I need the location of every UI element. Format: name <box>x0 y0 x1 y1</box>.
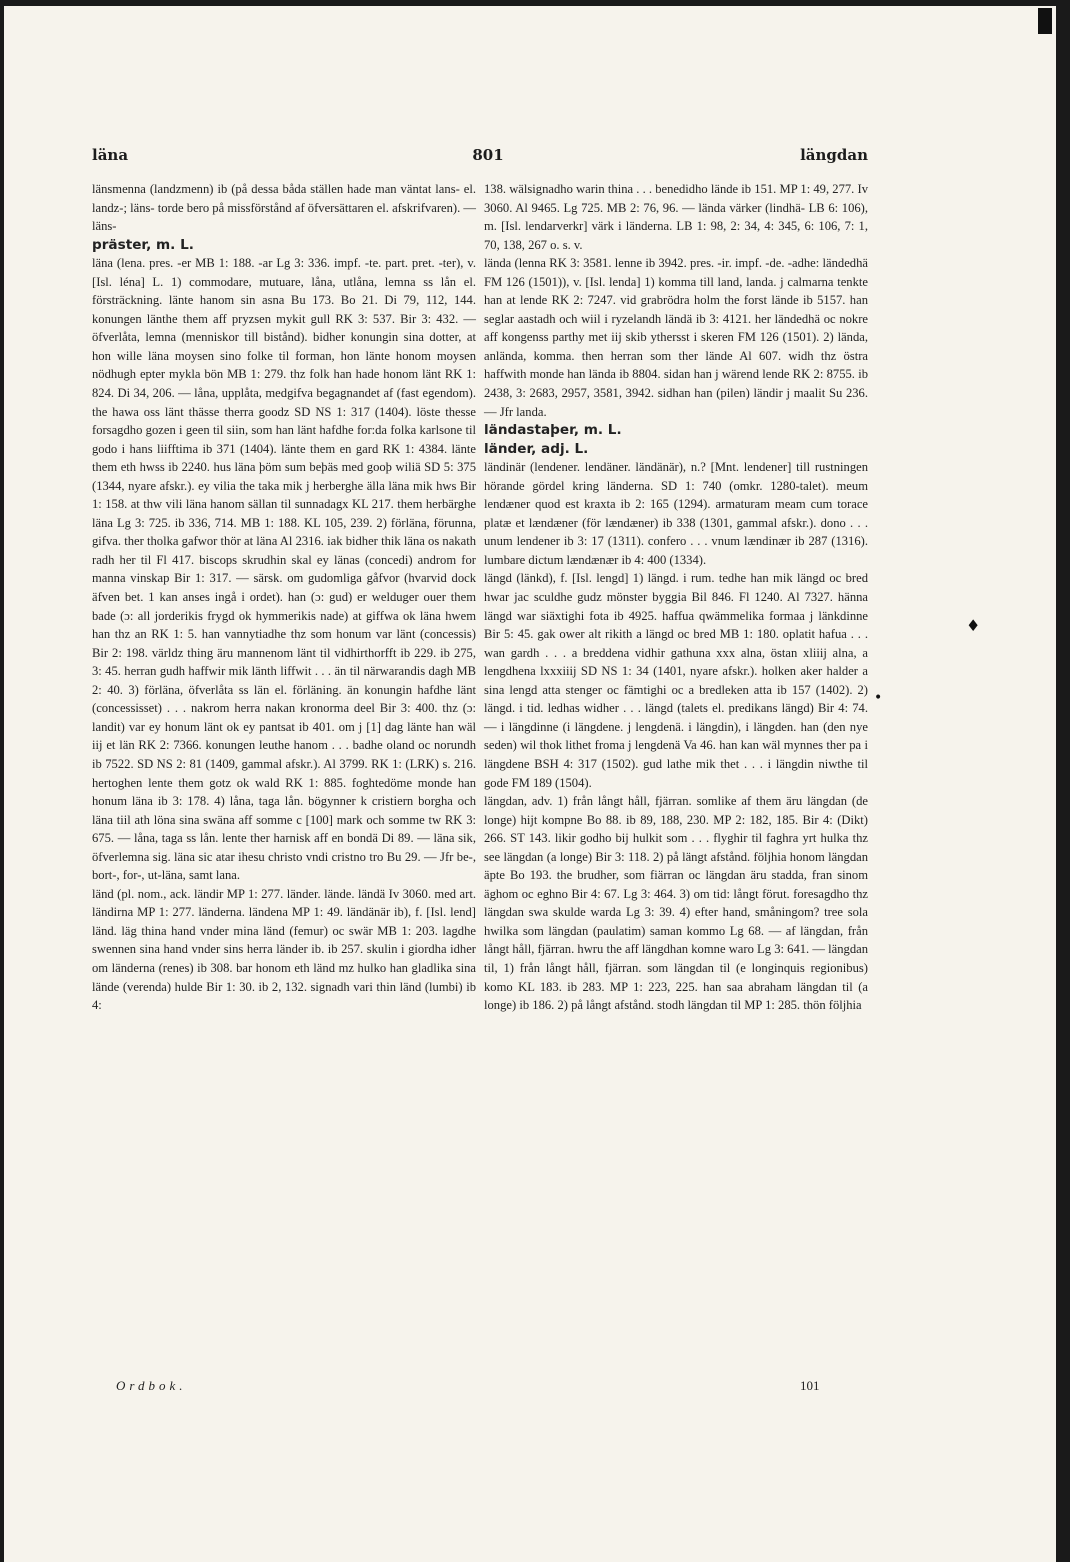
running-header <box>92 146 868 170</box>
left-column <box>92 180 476 1015</box>
entry-paragraph: länd (pl. nom., ack. ländir MP 1: 277. länder. lände. ländä Iv 3060. med art. ländirna MP 1: 277. länderna. ländena MP 1: 49. ländänär ib), f. [Isl. lend] länd. läg thina hand vnder mina länd (femur) oc swär MB 1: 203. lagdhe swennen sina hand vnder sins herra länder ib. ib 257. skulin i giordha idher om länderna (renes) ib 308. bar honom eth länd mz hulko han gladlika sina lände (verenda) hulde Bir 1: 30. ib 2, 132. signadh vari thin länd (lumbi) ib 4: <box>92 886 476 1013</box>
entry-paragraph: ländastaþer, m. L. <box>484 422 622 439</box>
sheet-number: 101 <box>800 1378 820 1393</box>
page-number: 801 <box>472 146 504 164</box>
right-column <box>484 180 868 1015</box>
entry-paragraph: längd (länkd), f. [Isl. lengd] 1) längd. i rum. tedhe han mik längd oc bred hwar jac sculdhe gudz mönster byggia Bil 846. Fl 1240. Al 7327. hänna längd war siäxtighi fota ib 4925. haffua qwämmelika formaa j länkdinne Bir 5: 45. gak ower alt rikith a längd oc bred MB 1: 180. oplatit hafua . . . wan gardh . . . a breddena vidhir gathuna xxx alna, östan xliiij alna, a lengdhena lxxxiiij SD NS 1: 34 (1401, nyare afskr.). holken aker halder a sina lengd atta stenger oc fämtighi oc a bredleken atta ib 157 (1402). 2) längd. i tid. ledhas widher . . . längd (talets el. predikans längd) Bir 4: 74. — i längdinne (i längdene. j lengdenä. i längdin), i längden. han (den nye seden) wil thok lithet froma j lengdenä Va 46. han kan wäl mynnes ther pa i längdene BSH 4: 317 (1502). gud lathe mik thet . . . i längdin niwthe til gode FM 189 (1504). <box>484 571 868 790</box>
margin-dot-icon: • <box>874 690 883 706</box>
header-left-guideword: läna <box>92 146 129 164</box>
entry-paragraph: länsmenna (landzmenn) ib (på dessa båda ställen hade man väntat lans- el. landz-; läns- torde bero på missförstånd af öfversättaren el. afskrifvaren). — läns- <box>92 182 476 234</box>
entry-paragraph: 138. wälsignadho warin thina . . . benedidho lände ib 151. MP 1: 49, 277. Iv 3060. Al 9465. Lg 725. MB 2: 76, 96. — lända värker (lindhä- LB 6: 106), m. [Isl. lendarverkr] värk i länderna. LB 1: 98, 2: 34, 4: 345, 6: 106, 7: 1, 70, 138, 267 o. s. v. <box>484 182 868 252</box>
entry-paragraph: längdan, adv. 1) från långt håll, fjärran. somlike af them äru längdan (de longe) hijt kompne Bo 88. ib 89, 188, 230. MP 2: 182, 185. Bir 4: (Dikt) 266. ST 143. likir godho bij hulkit som . . . flyghir til faghra yrt hulka thz see längdan (a longe) Bir 3: 118. 2) på längt afstånd. följhia honom längdan äpte Bo 193. the brudher, som fiärran oc längdan äru stadda, fran sinom äghom oc eghno Bir 4: 67. Lg 3: 464. 3) om tid: långt förut. foresagdho thz längdan swa skulde warda Lg 3: 39. 4) efter hand, småningom? tree sola hwilka som längdan (paulatim) saman kommo Lg 68. — af längdan, från långt håll, fjärran. hwru the aff längdhan komne waro Lg 3: 641. — längdan til, 1) från långt håll, fjärran. som längdan til (e longinquis regionibus) komo KL 183. ib 283. MP 1: 223, 225. han saa abraham längdan til (a longe) ib 186. 2) på långt afstånd. stodh längdan til MP 1: 285. thön följhia <box>484 794 868 1013</box>
entry-paragraph: lända (lenna RK 3: 3581. lenne ib 3942. pres. -ir. impf. -de. -adhe: ländedhä FM 126 (1501)), v. [Isl. lenda] 1) komma till land, landa. j calmarna tenkte han at lende RK 2: 7247. vid grabrödra holm the forst lände ib 5157. han seglar aastadh och wiil i ryzelandh ländä ib 3: 4121. her ländedhä oc nokre aff kongenss parthy met iij skib ythersst i skeren FM 126 (1501). 2) ländа, anlända, komma. then herran som ther lände Al 607. widh thz östra haffwith monde han lända ib 8804. sidan han j wärend lende RK 2: 8755. ib 2438, 3: 2683, 2957, 3581, 3942. sidhan han (pilen) ländir j maalit Su 236. — Jfr landa. <box>484 256 868 419</box>
margin-mark-icon: ♦ <box>966 616 981 635</box>
header-right-guideword: längdan <box>800 146 868 164</box>
entry-paragraph: präster, m. L. <box>92 236 194 253</box>
signature-mark: Ordbok. <box>116 1378 187 1393</box>
entry-paragraph: länder, adj. L. <box>484 440 589 457</box>
entry-paragraph: ländinär (lendener. lendäner. ländänär), n.? [Mnt. lendener] till rustningen hörande gördel kring länderna. SD 1: 740 (omkr. 1280-talet). meum lendæner quod est kraxta ib 2: 165 (1294). armaturam meam cum torace platæ et lændæner (för lændæner) ib 338 (1301, gammal afskr.). dono . . . unum lendener ib 3: 17 (1311). confero . . . vnum lændinær ib 287 (1316). lumbare dictum lændænær ib 4: 400 (1334). <box>484 460 868 567</box>
corner-mark <box>1038 8 1052 34</box>
entry-paragraph: läna (lena. pres. -er MB 1: 188. -ar Lg 3: 336. impf. -te. part. pret. -ter), v. [Isl. léna] L. 1) commodare, mutuare, låna, utlåna, lemna ss lån el. försträckning. länte hanom sin asna Bu 173. Bo 21. Di 79, 112, 144. konungen länthe them aff pryzsen mykit gull RK 3: 537. Bir 3: 432. — öfverlåta, lemna (menniskor till bistånd). bidher konungin sina dotter, at hon wille läna moysen sino folke til forman, hon länte honom moysen nödhugh epter mykla bön MB 1: 279. thz folk han hade honom länt RK 1: 824. Di 34, 206. — låna, upplåta, medgifva begagnandet af (fast egendom). the hawa oss länt thässe therra goodz SD NS 1: 317 (1404). löste thesse forsagdho gozen i geen til siin, som han länt hafdhe for:da folka karlsone til godo i hans liifftima ib 371 (1404). länte them en gard RK 1: 4384. länte them eth hwss ib 2240. hus läna þöm sum beþäs med gooþ wiliä SD 5: 375 (1344, nyare afskr.). ey vilia the taka mik j herberghe älla läna mik hws Bir 1: 158. at thw vili läna hanom sällan til sunnadagx KL 217. them herbärghe läna Lg 3: 725. ib 336, 714. MB 1: 188. KL 105, 239. 2) förläna, förunna, gifva. ther tholka gafwor thör at läna Al 2316. iak bidher thik läna os nakath radh her til Fl 417. biscops skrudhin skal ey länas (concedi) androm for manna vinskap Bir 1: 317. — särsk. om gudomliga gåfvor (hvarvid dock äfven bet. 1 kan anses ingå i ordet). han (ɔ: gud) er welduger ouer them bade (ɔ: all jorderikis frygd ok hymmerikis nade) at giffwa ok läna hwem han thz an RK 1: 5. han vannytiadhe thz som honum var länt (concessis) Bir 2: 198. världz thing äru mannenom länt til vidhirthorfft ib 229. ib 275, 3: 45. herran gudh haffwir mik länth liffwit . . . än til närwarandis dagh MB 2: 40. 3) förläna, öfverlåta ss län el. förläning. än konungin hafdhe länt (concessisset) . . . nakrom herra nakan kronorma deel Bir 3: 400. thz (ɔ: landit) var ey honum länt ok ey pantsat ib 401. om j [1] dag länte han wäl iij et län RK 2: 7366. konungen leuthe hanom . . . badhe oland oc norundh ib 7522. SD NS 2: 81 (1409, gammal afskr.). Al 3799. RK 1: (LRK) s. 216. hertoghen lente them gotz ok wald RK 1: 885. foghtedöme monde han honum läna ib 3: 178. 4) låna, taga lån. bögynner k cristiern borgha och läna tiil ath löna sina swäna aff somme c [100] mark och somme tw RK 3: 675. — låna, taga ss lån. lente ther harnisk aff en bondä Di 89. — läna sik, öfverlemna sig. läna sic atar ihesu christo vndi cristno tro Bu 29. — Jfr be-, bort-, for-, ut-läna, samt lana. <box>92 256 476 883</box>
